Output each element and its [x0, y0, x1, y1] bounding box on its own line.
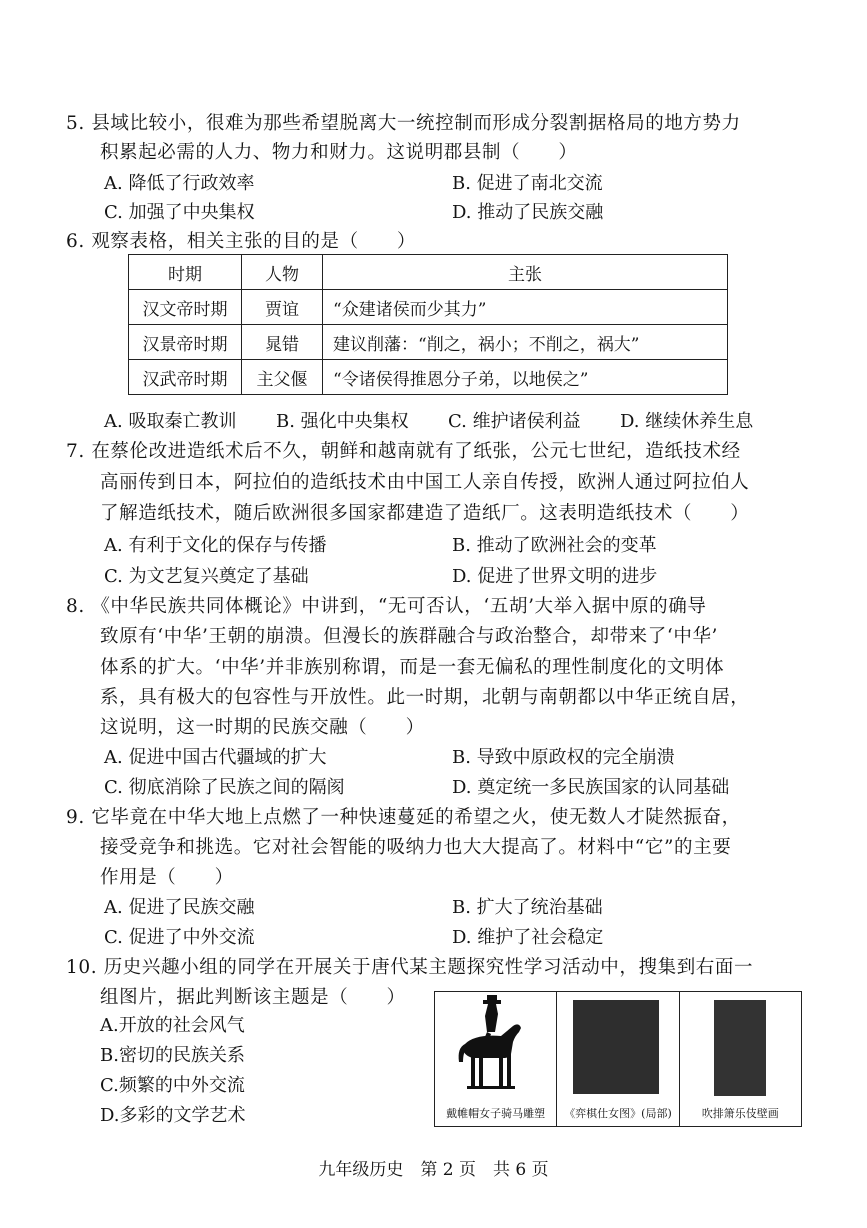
q10-image-panel: [434, 991, 802, 1127]
q9-stem-line1: 9. 它毕竟在中华大地上点燃了一种快速蔓延的希望之火，使无数人才陡然振奋，: [66, 807, 741, 828]
image-go-players-painting: [557, 992, 679, 1126]
q10-option-d: D.多彩的文学艺术: [100, 1105, 246, 1126]
q7-option-b: B. 推动了欧洲社会的变革: [452, 535, 657, 556]
table-cell: “令诸侯得推恩分子弟，以地侯之”: [323, 360, 728, 395]
q9-option-b: B. 扩大了统治基础: [452, 897, 603, 918]
q9-option-c: C. 促进了中外交流: [104, 927, 255, 948]
q6-option-c: C. 维护诸侯利益: [448, 411, 581, 432]
table-cell: 主父偃: [242, 360, 323, 395]
q8-stem-line5: 这说明，这一时期的民族交融（ ）: [100, 717, 425, 738]
q5-option-d: D. 推动了民族交融: [452, 202, 604, 223]
table-header-cell: 人物: [242, 255, 323, 290]
q8-option-d: D. 奠定统一多民族国家的认同基础: [452, 777, 730, 798]
table-row: [129, 290, 728, 325]
q7-option-a: A. 有利于文化的保存与传播: [104, 535, 327, 556]
table-row: [129, 360, 728, 395]
q7-option-d: D. 促进了世界文明的进步: [452, 566, 658, 587]
table-header-cell: 主张: [323, 255, 728, 290]
q10-stem-line2: 组图片，据此判断该主题是（ ）: [100, 987, 406, 1008]
q6-option-d: D. 继续休养生息: [620, 411, 754, 432]
table-cell: 汉武帝时期: [129, 360, 242, 395]
q10-stem-line1: 10. 历史兴趣小组的同学在开展关于唐代某主题探究性学习活动中，搜集到右面一: [66, 957, 754, 978]
table-cell: 晁错: [242, 325, 323, 360]
image-caption: 《弈棋仕女图》(局部): [564, 1107, 672, 1120]
q7-stem-line2: 高丽传到日本，阿拉伯的造纸技术由中国工人亲自传授，欧洲人通过阿拉伯人: [100, 472, 750, 493]
q8-stem-line4: 系，具有极大的包容性与开放性。此一时期，北朝与南朝都以中华正统自居，: [100, 687, 750, 708]
q7-stem-line3: 了解造纸技术，随后欧洲很多国家都建造了造纸厂。这表明造纸技术（ ）: [100, 503, 750, 524]
q10-option-b: B.密切的民族关系: [100, 1045, 245, 1066]
painting-fragment-icon: [573, 1000, 659, 1094]
q6-stem: 6. 观察表格，相关主张的目的是（ ）: [66, 231, 417, 252]
page-footer: 九年级历史 第 2 页 共 6 页: [318, 1160, 549, 1180]
table-cell: 汉文帝时期: [129, 290, 242, 325]
q5-stem-line1: 5. 县域比较小，很难为那些希望脱离大一统控制而形成分裂割据格局的地方势力: [66, 113, 741, 134]
q6-option-a: A. 吸取秦亡教训: [104, 411, 237, 432]
q9-option-a: A. 促进了民族交融: [104, 897, 255, 918]
q5-option-c: C. 加强了中央集权: [104, 202, 255, 223]
q10-option-a: A.开放的社会风气: [100, 1015, 245, 1036]
q8-option-c: C. 彻底消除了民族之间的隔阂: [104, 777, 345, 798]
image-caption: 吹排箫乐伎壁画: [701, 1107, 779, 1120]
q6-option-b: B. 强化中央集权: [276, 411, 409, 432]
table-cell: 建议削藩：“削之，祸小；不削之，祸大”: [323, 325, 728, 360]
q8-stem-line3: 体系的扩大。‘中华’并非族别称谓，而是一套无偏私的理性制度化的文明体: [100, 657, 725, 678]
q5-option-a: A. 降低了行政效率: [104, 173, 255, 194]
image-caption: 戴帷帽女子骑马雕塑: [446, 1107, 546, 1120]
table-cell: 汉景帝时期: [129, 325, 242, 360]
horse-rider-figurine-icon: [435, 992, 555, 1100]
q8-option-b: B. 导致中原政权的完全崩溃: [452, 747, 675, 768]
q9-option-d: D. 维护了社会稳定: [452, 927, 604, 948]
mural-fragment-icon: [714, 1000, 766, 1096]
q9-stem-line3: 作用是（ ）: [100, 867, 234, 888]
table-cell: “众建诸侯而少其力”: [323, 290, 728, 325]
table-header-cell: 时期: [129, 255, 242, 290]
q6-table: [128, 254, 728, 395]
table-header-row: [129, 255, 728, 290]
q5-stem-line2: 积累起必需的人力、物力和财力。这说明郡县制（ ）: [100, 142, 578, 163]
q8-stem-line2: 致原有‘中华’王朝的崩溃。但漫长的族群融合与政治整合，却带来了‘中华’: [100, 626, 719, 647]
table-row: [129, 325, 728, 360]
table-cell: 贾谊: [242, 290, 323, 325]
q8-option-a: A. 促进中国古代疆域的扩大: [104, 747, 327, 768]
image-horse-rider-figurine: [435, 992, 557, 1126]
q5-option-b: B. 促进了南北交流: [452, 173, 603, 194]
q7-option-c: C. 为文艺复兴奠定了基础: [104, 566, 309, 587]
q9-stem-line2: 接受竞争和挑选。它对社会智能的吸纳力也大大提高了。材料中“它”的主要: [100, 837, 732, 858]
q8-stem-line1: 8. 《中华民族共同体概论》中讲到，“无可否认，‘五胡’大举入据中原的确导: [66, 596, 707, 617]
q7-stem-line1: 7. 在蔡伦改进造纸术后不久，朝鲜和越南就有了纸张，公元七世纪，造纸技术经: [66, 441, 741, 462]
q10-option-c: C.频繁的中外交流: [100, 1075, 245, 1096]
image-panpipe-musician-mural: [680, 992, 801, 1126]
